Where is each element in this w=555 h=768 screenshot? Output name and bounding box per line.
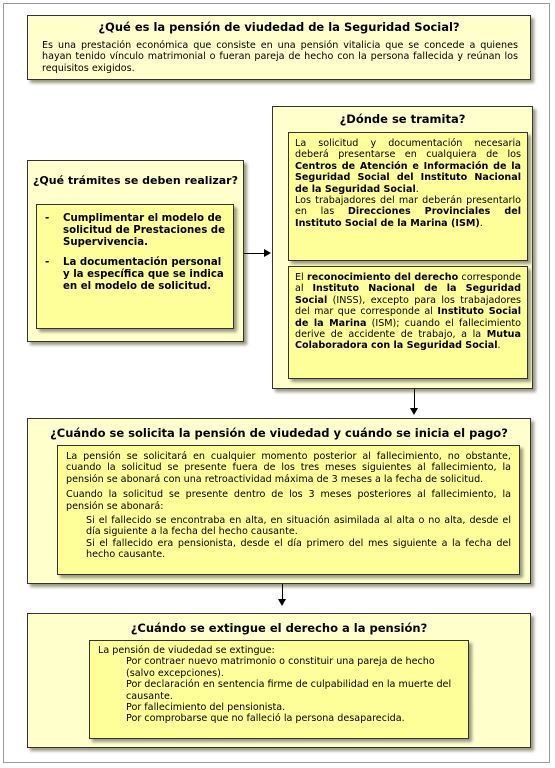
- where-text-2a: El: [295, 272, 307, 283]
- where-text-1f: .: [479, 217, 483, 229]
- procedure-item: - La documentación personal y la específica que se indica en el modelo de solicitud.: [41, 257, 229, 293]
- arrow-down-line-2: [282, 584, 283, 600]
- extinguish-item: Por contraer nuevo matrimonio o constituir una pareja de hecho (salvo excepciones).: [126, 656, 435, 679]
- where-text-1b: Centros de Atención e Información de la Seguridad Social del Instituto Nacional de la Seguridad Social: [295, 160, 521, 195]
- when-apply-inner: [57, 445, 520, 575]
- extinguish-item: Por declaración en sentencia firme de culpabilidad en la muerte del causante.: [126, 679, 452, 702]
- where-title: ¿Dónde se tramita?: [339, 112, 466, 126]
- when-extinguish-inner: [89, 640, 469, 739]
- where-text-1c: .: [415, 183, 419, 195]
- procedures-box: [27, 160, 244, 342]
- when-extinguish-intro: La pensión de viudedad se extingue:: [98, 645, 275, 656]
- when-apply-title: ¿Cuándo se solicita la pensión de viudedad y cuándo se inicia el pago?: [50, 426, 508, 440]
- when-apply-text-4: Si el fallecido era pensionista, desde el día primero del mes siguiente a la fecha del hecho causante.: [86, 537, 511, 561]
- when-apply-text-1: La pensión se solicitará en cualquier momento posterior al fallecimiento, no obstante, cuando la solicitud se presente fuera de los tres meses siguientes al fallecimiento, la pensión se abonará con una retroactividad máxima de 3 meses a la fecha de solicitud.: [66, 451, 511, 485]
- where-text-2b: reconocimiento del derecho: [306, 272, 459, 283]
- extinguish-item: Por comprobarse que no falleció la persona desaparecida.: [126, 713, 405, 725]
- procedures-inner: [36, 204, 234, 329]
- procedures-title: ¿Qué trámites se deben realizar?: [33, 174, 238, 187]
- where-text-2e: (INSS), excepto para los trabajadores del mar que corresponde al: [295, 294, 521, 318]
- what-is-box: [27, 15, 531, 80]
- where-text-1: [295, 138, 521, 229]
- where-text-2: [295, 272, 521, 352]
- where-text-1e: Direcciones Provinciales del Instituto Social de la Marina (ISM): [295, 206, 521, 229]
- where-text-2d: Instituto Nacional de la Seguridad Social: [295, 283, 521, 306]
- when-extinguish-title: ¿Cuándo se extingue el derecho a la pensión?: [130, 621, 428, 635]
- where-text-2c: corresponde al: [295, 272, 522, 295]
- procedures-list: [41, 213, 229, 293]
- where-text-1a: La solicitud y documentación necesaria deberá presentarse en cualquiera de los: [295, 138, 521, 161]
- where-inner-2: [288, 266, 528, 379]
- where-inner-1: [288, 132, 528, 261]
- when-apply-text-2: Cuando la solicitud se presente dentro de los 3 meses posteriores al fallecimiento, la pensión se abonará:: [66, 489, 511, 512]
- arrow-down-head-1: [410, 408, 418, 415]
- what-is-title: ¿Qué es la pensión de viudedad de la Seguridad Social?: [98, 20, 460, 34]
- when-extinguish-box: [27, 613, 531, 748]
- where-text-2f: Instituto Social de la Marina: [295, 306, 522, 329]
- where-text-1d: Los trabajadores del mar deberán presentarlo en las: [295, 195, 521, 218]
- procedure-item: - Cumplimentar el modelo de solicitud de Prestaciones de Supervivencia.: [41, 213, 229, 249]
- when-apply-box: [27, 418, 531, 584]
- where-box: [272, 106, 533, 389]
- extinguish-item: Por fallecimiento del pensionista.: [126, 702, 286, 714]
- what-is-text: Es una prestación económica que consiste en una pensión vitalicia que se concede a quienes hayan tenido vínculo matrimonial o fueran pareja de hecho con la persona fallecida y reúnan los requisitos exigidos.: [42, 40, 518, 74]
- where-text-2i: .: [497, 340, 501, 352]
- where-text-2g: (ISM); cuando el fallecimiento derive de accidente de trabajo, a la: [295, 317, 521, 341]
- where-text-2h: Mutua Colaboradora con la Seguridad Social: [295, 329, 521, 352]
- arrow-right-head: [264, 249, 271, 257]
- arrow-down-head-2: [278, 599, 286, 606]
- when-apply-text-3: Si el fallecido se encontraba en alta, en situación asimilada al alta o no alta, desde el día siguiente a la fecha del hecho causante.: [86, 515, 511, 538]
- arrow-down-line-1: [414, 389, 415, 409]
- arrow-right-line: [244, 253, 266, 254]
